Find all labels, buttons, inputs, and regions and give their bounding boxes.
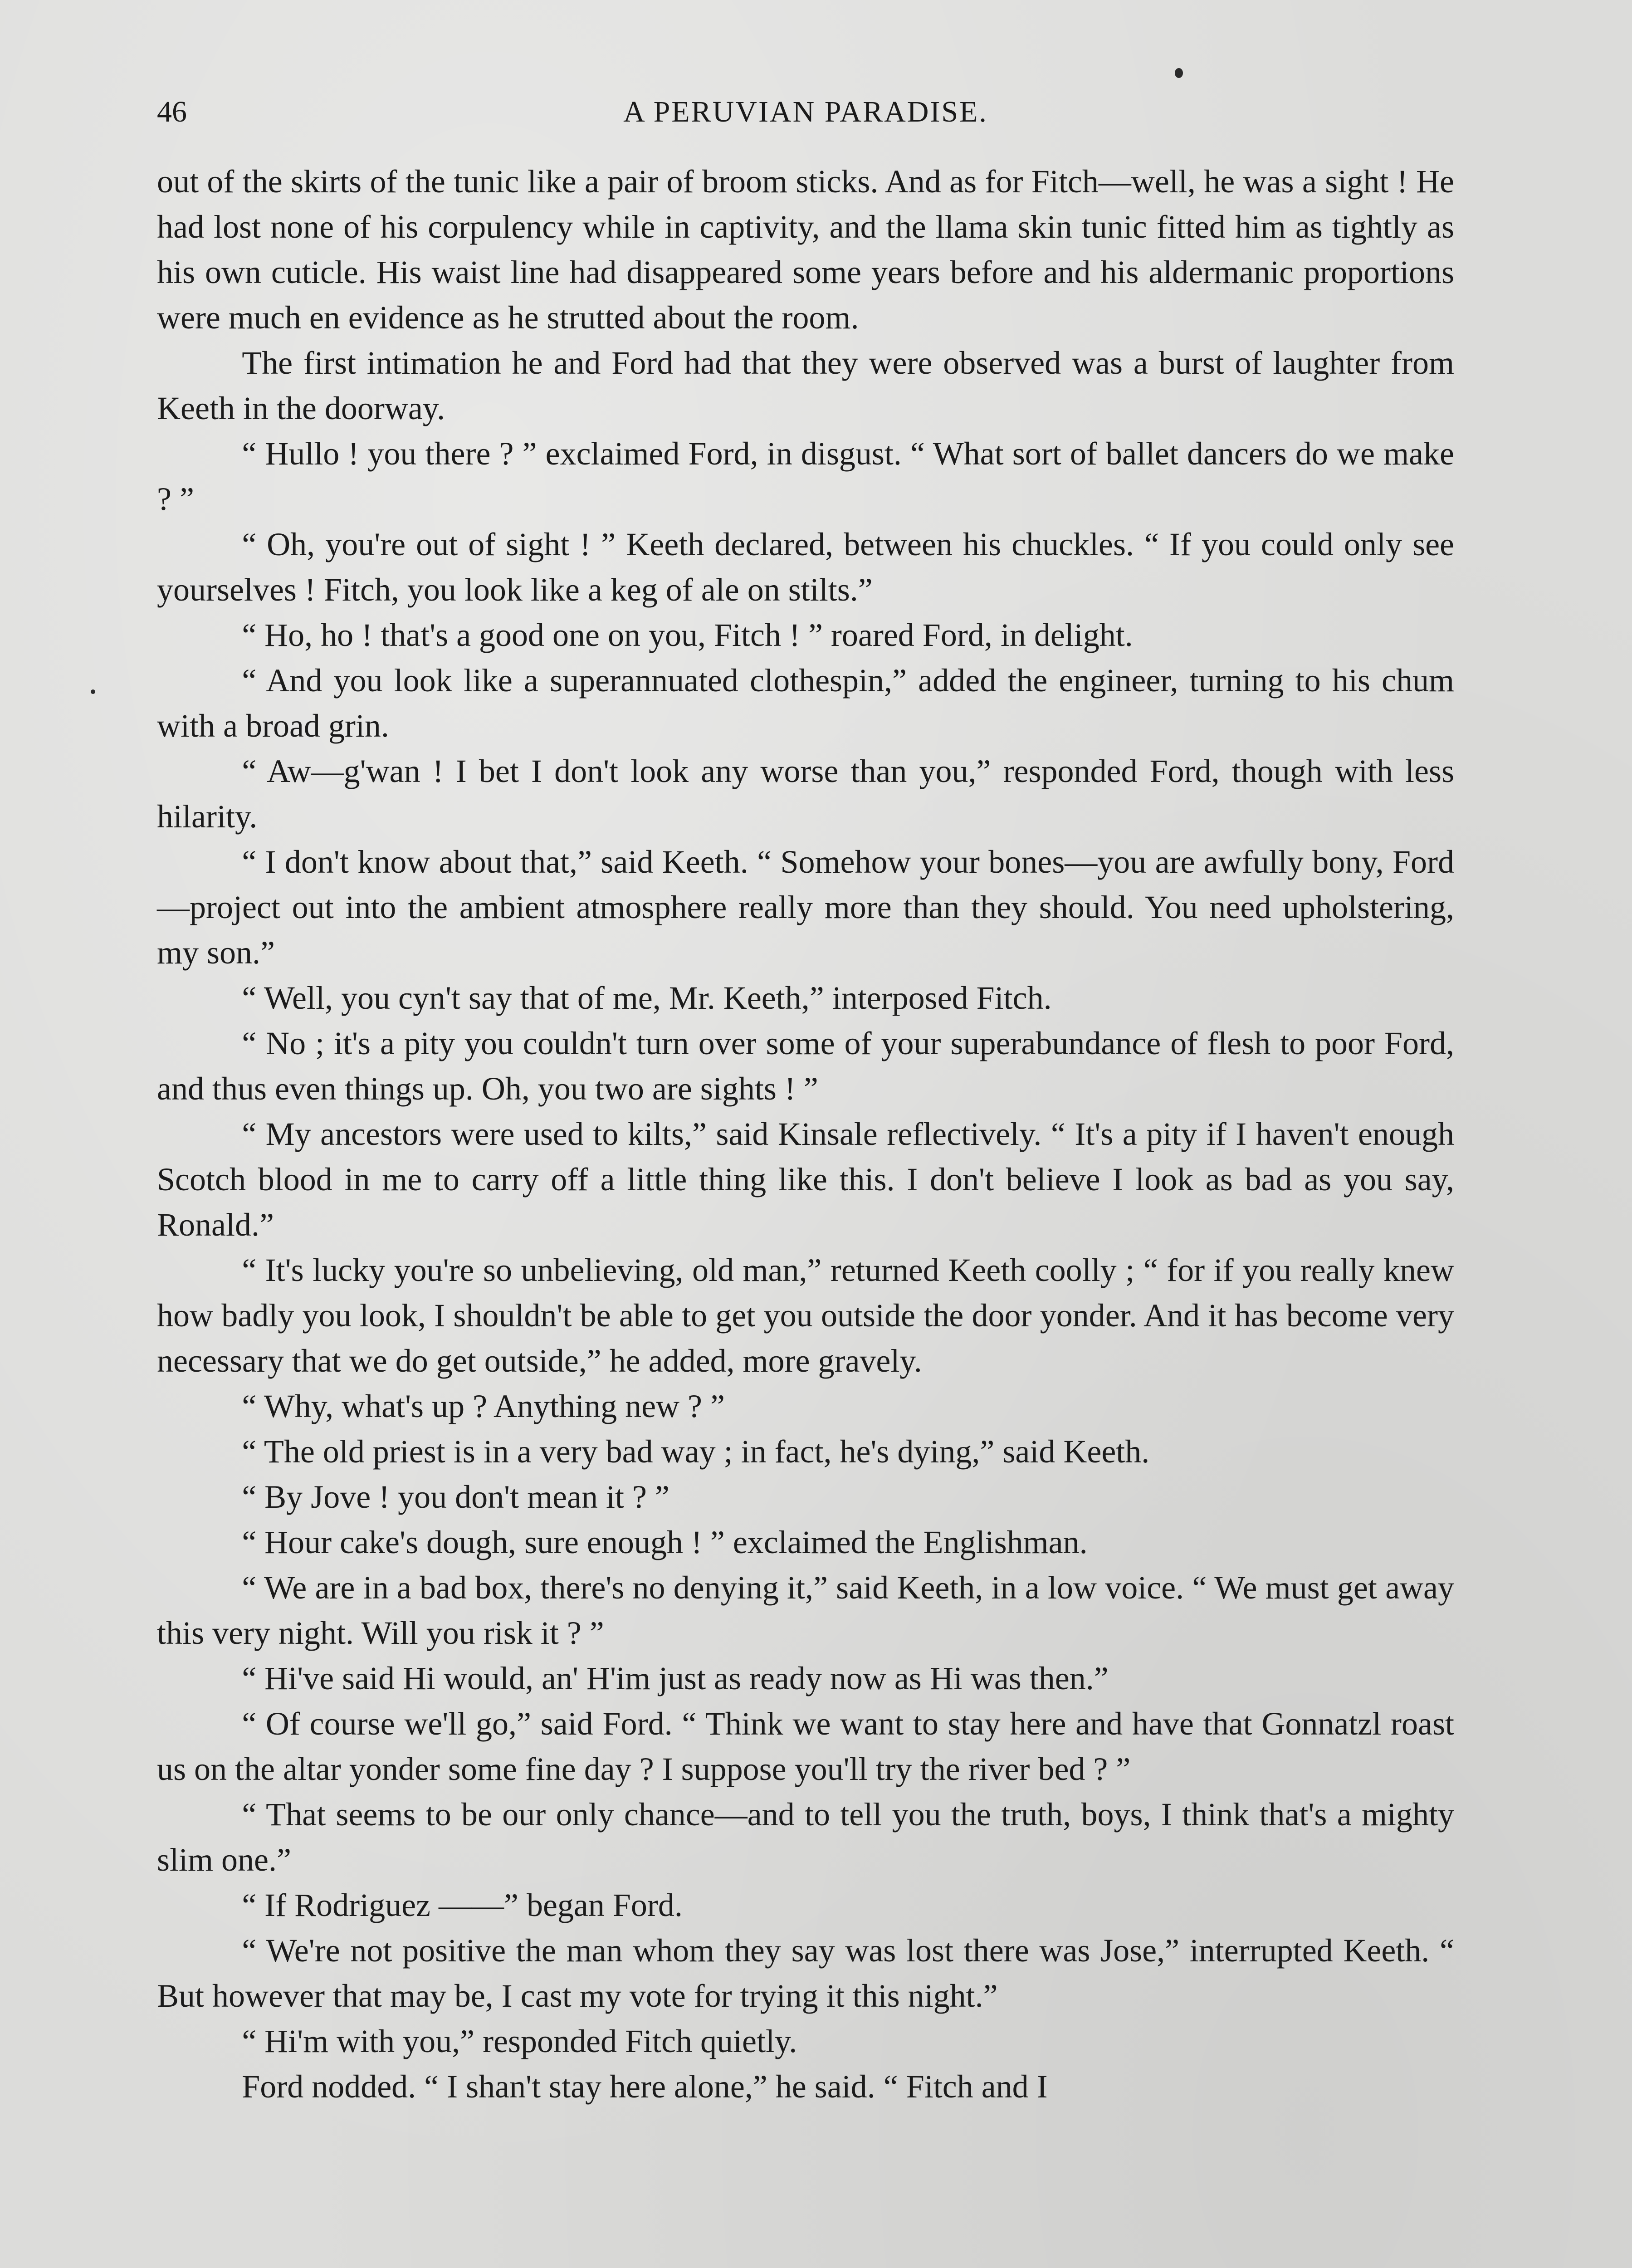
paragraph-7: “ Aw—g'wan ! I bet I don't look any worse than you,” responded Ford, though with less hilarity.	[157, 753, 1454, 835]
running-title: A PERUVIAN PARADISE.	[623, 95, 988, 128]
paragraph-9: “ Well, you cyn't say that of me, Mr. Keeth,” interposed Fitch.	[242, 980, 1052, 1016]
paragraph-3: “ Hullo ! you there ? ” exclaimed Ford, in disgust. “ What sort of ballet dancers do we make ? ”	[157, 435, 1454, 517]
paragraph-13: “ Why, what's up ? Anything new ? ”	[242, 1388, 725, 1424]
page-header	[157, 87, 1454, 137]
paragraph-12: “ It's lucky you're so unbelieving, old man,” returned Keeth coolly ; “ for if you really knew how badly you look, I shouldn't be able to get you outside the door yonder. And it has become very necessary that we do get outside,” he added, more gravely.	[157, 1252, 1454, 1379]
ink-speck	[1175, 68, 1183, 78]
ink-speck	[91, 689, 95, 694]
paragraph-15: “ By Jove ! you don't mean it ? ”	[242, 1479, 669, 1515]
paragraph-10: “ No ; it's a pity you couldn't turn over some of your superabundance of flesh to poor Ford, and thus even things up. Oh, you two are sights ! ”	[157, 1025, 1454, 1107]
paragraph-23: “ Hi'm with you,” responded Fitch quietly.	[242, 2023, 797, 2059]
paragraph-22: “ We're not positive the man whom they say was lost there was Jose,” interrupted Keeth. “ But however that may be, I cast my vote for trying it this night.”	[157, 1932, 1454, 2014]
paragraph-1: out of the skirts of the tunic like a pair of broom sticks. And as for Fitch—well, he was a sight ! He had lost none of his corpulency while in captivity, and the llama skin tunic fitted him as tightly as his own cuticle. His waist line had disappeared some years before and his aldermanic proportions were much en evidence as he strutted about the room.	[157, 163, 1454, 336]
paragraph-17: “ We are in a bad box, there's no denying it,” said Keeth, in a low voice. “ We must get away this very night. Will you risk it ? ”	[157, 1569, 1454, 1651]
paragraph-11: “ My ancestors were used to kilts,” said Kinsale reflectively. “ It's a pity if I haven't enough Scotch blood in me to carry off a little thing like this. I don't believe I look as bad as you say, Ronald.”	[157, 1116, 1454, 1243]
paragraph-21: “ If Rodriguez ——” began Ford.	[242, 1887, 683, 1923]
paragraph-20: “ That seems to be our only chance—and to tell you the truth, boys, I think that's a mighty slim one.”	[157, 1796, 1454, 1878]
paragraph-2: The first intimation he and Ford had that they were observed was a burst of laughter from Keeth in the doorway.	[157, 345, 1454, 426]
paragraph-8: “ I don't know about that,” said Keeth. “ Somehow your bones—you are awfully bony, Ford—project out into the ambient atmosphere really more than they should. You need upholstering, my son.”	[157, 844, 1454, 971]
paragraph-6: “ And you look like a superannuated clothespin,” added the engineer, turning to his chum with a broad grin.	[157, 662, 1454, 744]
paragraph-4: “ Oh, you're out of sight ! ” Keeth declared, between his chuckles. “ If you could only see yourselves ! Fitch, you look like a keg of ale on stilts.”	[157, 526, 1454, 608]
paragraph-18: “ Hi've said Hi would, an' H'im just as ready now as Hi was then.”	[242, 1660, 1109, 1696]
page-number: 46	[157, 95, 187, 128]
body-text	[157, 159, 1454, 2109]
paragraph-19: “ Of course we'll go,” said Ford. “ Think we want to stay here and have that Gonnatzl roast us on the altar yonder some fine day ? I suppose you'll try the river bed ? ”	[157, 1706, 1454, 1787]
paragraph-24: Ford nodded. “ I shan't stay here alone,” he said. “ Fitch and I	[242, 2068, 1048, 2105]
paragraph-16: “ Hour cake's dough, sure enough ! ” exclaimed the Englishman.	[242, 1524, 1088, 1560]
paragraph-5: “ Ho, ho ! that's a good one on you, Fitch ! ” roared Ford, in delight.	[242, 617, 1133, 653]
paragraph-14: “ The old priest is in a very bad way ; in fact, he's dying,” said Keeth.	[242, 1433, 1150, 1470]
